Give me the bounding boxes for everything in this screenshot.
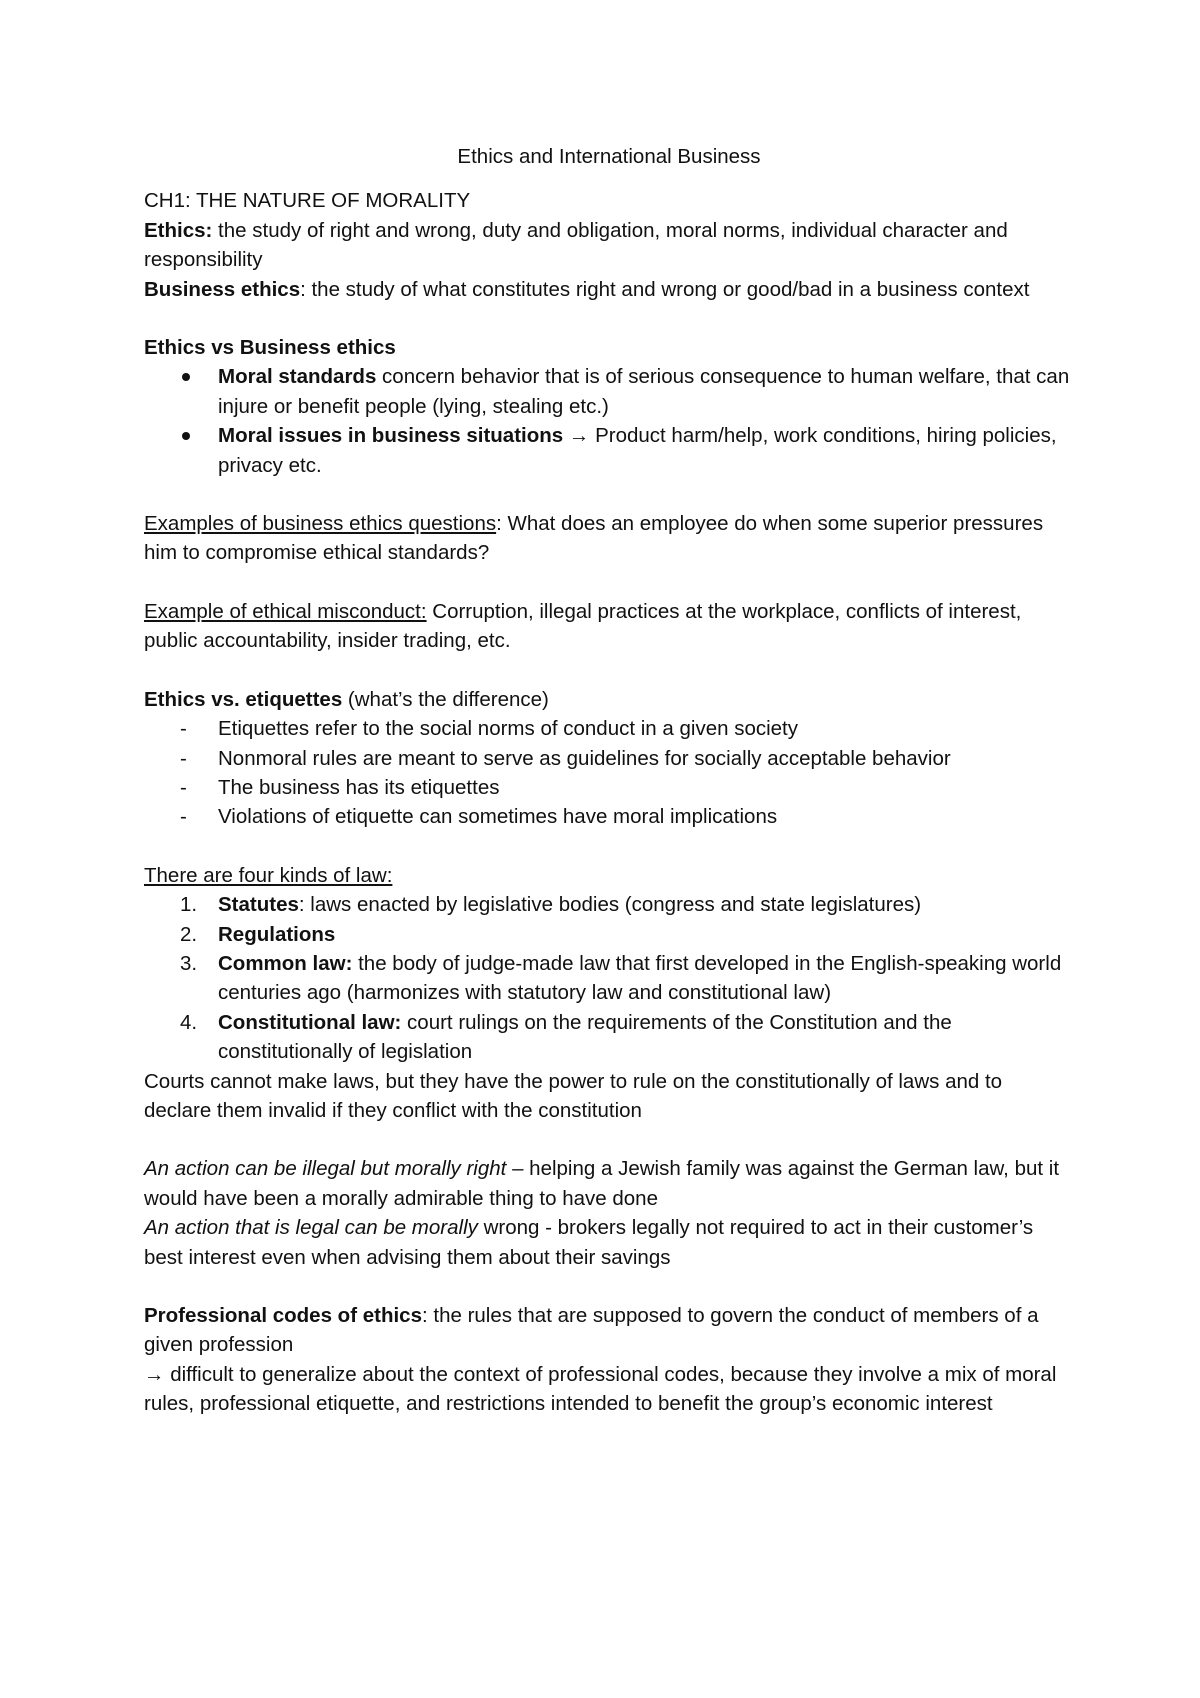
dash-icon: - (180, 717, 187, 741)
ethics-term: Ethics: (144, 218, 213, 242)
list-item (144, 802, 1074, 831)
list-item (144, 890, 1074, 919)
courts-note: Courts cannot make laws, but they have the power to rule on the constitutionally of laws and to declare them invalid if they conflict with the constitution (144, 1069, 1003, 1122)
dash-icon: - (180, 805, 187, 829)
examples-misconduct-label: Example of ethical misconduct: (144, 599, 427, 623)
professional-codes-note: → difficult to generalize about the context of professional codes, because they involve a mix of moral rules, professional etiquette, and restrictions intended to benefit the group’s economic interest (144, 1362, 1057, 1416)
list-item-term: Moral standards (218, 365, 377, 389)
professional-codes (144, 1301, 1074, 1360)
list-item-text: Nonmoral rules are meant to serve as guidelines for socially acceptable behavior (218, 746, 951, 770)
ethics-vs-etiquettes-heading-text: Ethics vs. etiquettes (144, 687, 343, 711)
list-item-term: Constitutional law: (218, 1010, 402, 1034)
list-item (144, 773, 1074, 802)
list-item-text: concern behavior that is of serious consequence to human welfare, that can injure or benefit people (lying, stealing etc.) (218, 365, 1070, 418)
list-item (144, 714, 1074, 743)
dash-icon: - (180, 746, 187, 770)
dash-icon: - (180, 775, 187, 799)
illegal-but-moral (144, 1154, 1074, 1213)
list-item-term: Moral issues in business situations (218, 424, 564, 448)
ethics-text: the study of right and wrong, duty and obligation, moral norms, individual character and responsibility (144, 218, 1008, 272)
list-item-term: Common law: (218, 951, 353, 975)
list-item (144, 1008, 1074, 1067)
list-item (144, 920, 1074, 949)
ethics-vs-etiquettes-heading-suffix: (what’s the difference) (342, 687, 549, 711)
laws-heading (144, 861, 1074, 890)
examples-questions (144, 509, 1074, 568)
examples-misconduct-text: Corruption, illegal practices at the workplace, conflicts of interest, public accountability, insider trading, etc. (144, 599, 1022, 653)
business-ethics-definition (144, 275, 1074, 304)
list-item-text: court rulings on the requirements of the Constitution and the constitutionally of legislation (218, 1010, 952, 1064)
business-ethics-text: : the study of what constitutes right and wrong or good/bad in a business context (300, 277, 1030, 301)
examples-questions-label: Examples of business ethics questions (144, 512, 497, 536)
laws-heading-text: There are four kinds of law: (144, 863, 393, 887)
list-number: 4. (180, 1010, 198, 1034)
list-item (144, 362, 1074, 421)
examples-misconduct (144, 597, 1074, 656)
etiquettes-list (144, 714, 1074, 832)
list-item-text: The business has its etiquettes (218, 775, 500, 799)
ethics-vs-business-heading-text: Ethics vs Business ethics (144, 336, 396, 360)
professional-codes-text: : the rules that are supposed to govern the conduct of members of a given profession (144, 1304, 1039, 1357)
page-title: Ethics and International Business (457, 145, 761, 168)
legal-but-immoral-italic: An action that is legal can be morally (144, 1216, 478, 1240)
list-item (144, 421, 1074, 480)
list-item-text: Violations of etiquette can sometimes have moral implications (218, 805, 778, 829)
bullet-icon (182, 373, 190, 381)
ethics-vs-etiquettes-heading (144, 685, 1074, 714)
list-item-text: → Product harm/help, work conditions, hiring policies, privacy etc. (218, 424, 1057, 477)
list-number: 2. (180, 922, 198, 946)
ethics-vs-business-list (144, 362, 1074, 480)
ethics-definition (144, 216, 1074, 275)
business-ethics-term: Business ethics (144, 277, 301, 301)
list-item (144, 744, 1074, 773)
chapter-heading: CH1: THE NATURE OF MORALITY (144, 189, 471, 213)
list-item-text: : laws enacted by legislative bodies (congress and state legislatures) (298, 893, 922, 917)
examples-questions-text: : What does an employee do when some superior pressures him to compromise ethical standards? (144, 512, 1044, 565)
list-number: 3. (180, 951, 198, 975)
bullet-icon (182, 432, 190, 440)
document-page (144, 142, 1074, 1419)
illegal-but-moral-text: – helping a Jewish family was against the German law, but it would have been a morally admirable thing to have done (144, 1157, 1060, 1210)
list-number: 1. (180, 893, 198, 917)
list-item-term: Regulations (218, 922, 336, 946)
laws-list (144, 890, 1074, 1066)
professional-codes-term: Professional codes of ethics (144, 1304, 422, 1327)
legal-but-immoral (144, 1213, 1074, 1272)
list-item-term: Statutes (218, 893, 299, 917)
list-item-text: Etiquettes refer to the social norms of conduct in a given society (218, 717, 798, 741)
list-item-text: the body of judge-made law that first developed in the English-speaking world centuries ago (harmonizes with statutory law and constitutional law) (218, 951, 1062, 1005)
ethics-vs-business-heading (144, 333, 1074, 362)
legal-but-immoral-text: wrong - brokers legally not required to act in their customer’s best interest even when advising them about their savings (144, 1216, 1034, 1269)
list-item (144, 949, 1074, 1008)
illegal-but-moral-italic: An action can be illegal but morally right (144, 1157, 507, 1181)
